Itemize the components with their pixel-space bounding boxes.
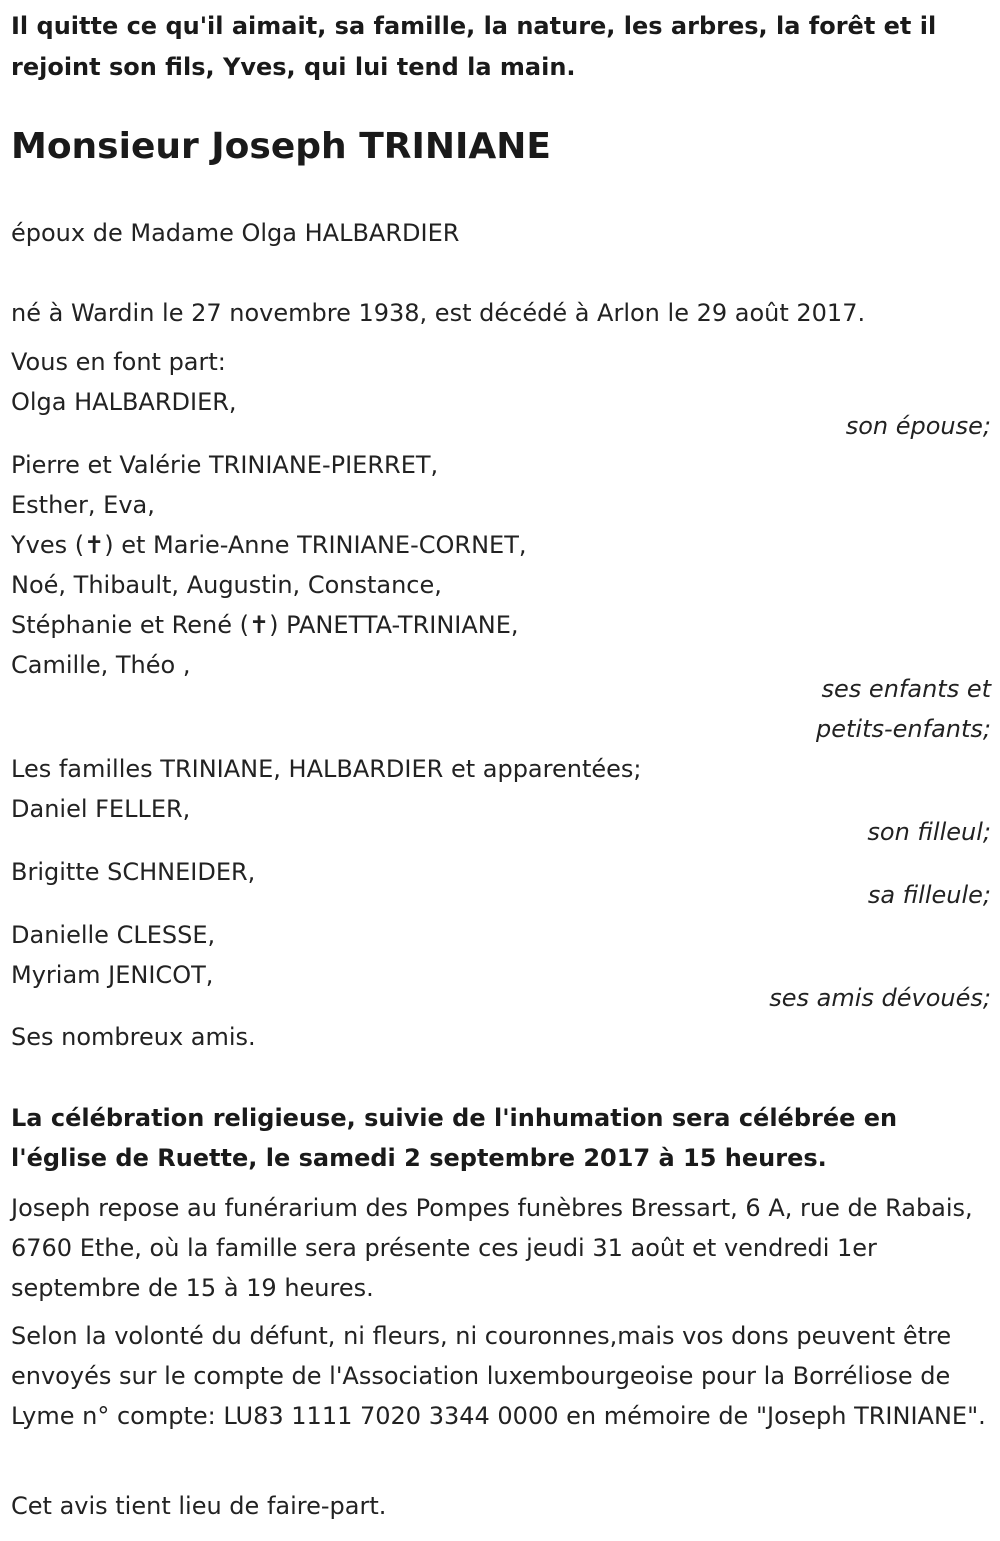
mourner-name: Pierre et Valérie TRINIANE-PIERRET, <box>11 451 439 479</box>
mourner-name: Yves (✝) et Marie-Anne TRINIANE-CORNET, <box>11 531 527 559</box>
mourner-name: Daniel FELLER, <box>11 795 191 823</box>
intro-quote: Il quitte ce qu'il aimait, sa famille, la nature, les arbres, la forêt et il rejoint son fils, Yves, qui lui tend la main. <box>11 12 937 81</box>
relation-label: petits-enfants; <box>816 715 991 743</box>
donations-info: Selon la volonté du défunt, ni fleurs, ni couronnes,mais vos dons peuvent être envoyés sur le compte de l'Association luxembourgeoise pour la Borréliose de Lyme n° compte: LU83 1111 7020 3344 0000 en mémoire de "Joseph TRINIANE". <box>11 1322 986 1430</box>
mourner-name: Stéphanie et René (✝) PANETTA-TRINIANE, <box>11 611 519 639</box>
funeral-home-info: Joseph repose au funérarium des Pompes funèbres Bressart, 6 A, rue de Rabais, 6760 Ethe, où la famille sera présente ces jeudi 31 août et vendredi 1er septembre de 15 à 19 heures. <box>11 1194 973 1302</box>
mourner-name: Brigitte SCHNEIDER, <box>11 858 256 886</box>
announce-line: Vous en font part: <box>11 348 226 376</box>
relation-label: sa filleule; <box>867 881 991 909</box>
closing-line: Cet avis tient lieu de faire-part. <box>11 1492 387 1520</box>
spouse-line: époux de Madame Olga HALBARDIER <box>11 219 460 247</box>
page-title: Monsieur Joseph TRINIANE <box>11 126 551 167</box>
mourner-name: Noé, Thibault, Augustin, Constance, <box>11 571 442 599</box>
mourner-name: Les familles TRINIANE, HALBARDIER et apparentées; <box>11 755 642 783</box>
relation-label: ses enfants et <box>821 675 991 703</box>
mourner-name: Camille, Théo , <box>11 651 191 679</box>
relation-label: ses amis dévoués; <box>769 984 991 1012</box>
mourner-name: Danielle CLESSE, <box>11 921 216 949</box>
mourner-name: Myriam JENICOT, <box>11 961 214 989</box>
friends-line: Ses nombreux amis. <box>11 1023 256 1051</box>
ceremony-info: La célébration religieuse, suivie de l'inhumation sera célébrée en l'église de Ruette, le samedi 2 septembre 2017 à 15 heures. <box>11 1104 898 1172</box>
mourner-name: Olga HALBARDIER, <box>11 388 237 416</box>
relation-label: son filleul; <box>867 818 991 846</box>
mourner-name: Esther, Eva, <box>11 491 155 519</box>
birth-death-line: né à Wardin le 27 novembre 1938, est décédé à Arlon le 29 août 2017. <box>11 299 866 327</box>
relation-label: son épouse; <box>845 412 991 440</box>
